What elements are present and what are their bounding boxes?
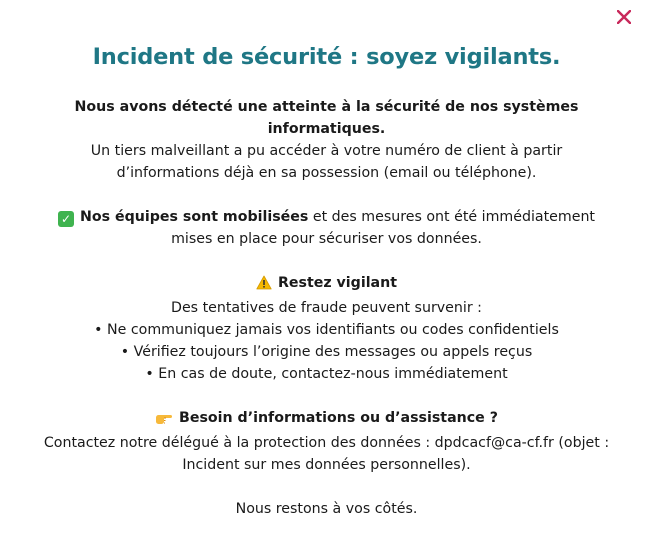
- teams-rest: et des mesures ont été immédiatement: [308, 209, 595, 225]
- intro-heading-line2: informatiques.: [267, 121, 386, 137]
- teams-line2: mises en place pour sécuriser vos données.: [171, 231, 482, 247]
- vigilant-heading: [0, 272, 653, 297]
- intro-text-line1: Un tiers malveillant a pu accéder à votre numéro de client à partir: [90, 143, 563, 159]
- pointing-hand-icon: [155, 410, 173, 432]
- modal-title: Incident de sécurité : soyez vigilants.: [92, 44, 561, 70]
- assistance-line2: Incident sur mes données personnelles).: [182, 457, 471, 473]
- closing-text: Nous restons à vos côtés.: [235, 501, 418, 517]
- warning-icon: [256, 275, 272, 297]
- assistance-heading-text: Besoin d’informations ou d’assistance ?: [179, 410, 498, 426]
- intro-text-line2: d’informations déjà en sa possession (email ou téléphone).: [116, 165, 537, 181]
- vigilant-heading-text: Restez vigilant: [277, 275, 398, 291]
- teams-line1: [0, 206, 653, 228]
- vigilant-bullet: • Vérifiez toujours l’origine des messages ou appels reçus: [120, 344, 533, 360]
- check-mark-icon: ✓: [58, 211, 74, 227]
- close-icon: [617, 10, 631, 24]
- teams-bold: Nos équipes sont mobilisées: [80, 209, 309, 225]
- vigilant-intro: Des tentatives de fraude peuvent survenir :: [171, 300, 482, 316]
- modal-body: [0, 96, 653, 520]
- close-button[interactable]: [613, 6, 635, 28]
- intro-heading-line1: Nous avons détecté une atteinte à la sécurité de nos systèmes: [74, 99, 579, 115]
- assistance-line1: Contactez notre délégué à la protection des données : dpdcacf@ca-cf.fr (objet :: [43, 435, 610, 451]
- assistance-heading: [0, 407, 653, 432]
- vigilant-bullet: • En cas de doute, contactez-nous immédiatement: [145, 366, 508, 382]
- vigilant-bullet: • Ne communiquez jamais vos identifiants ou codes confidentiels: [94, 322, 559, 338]
